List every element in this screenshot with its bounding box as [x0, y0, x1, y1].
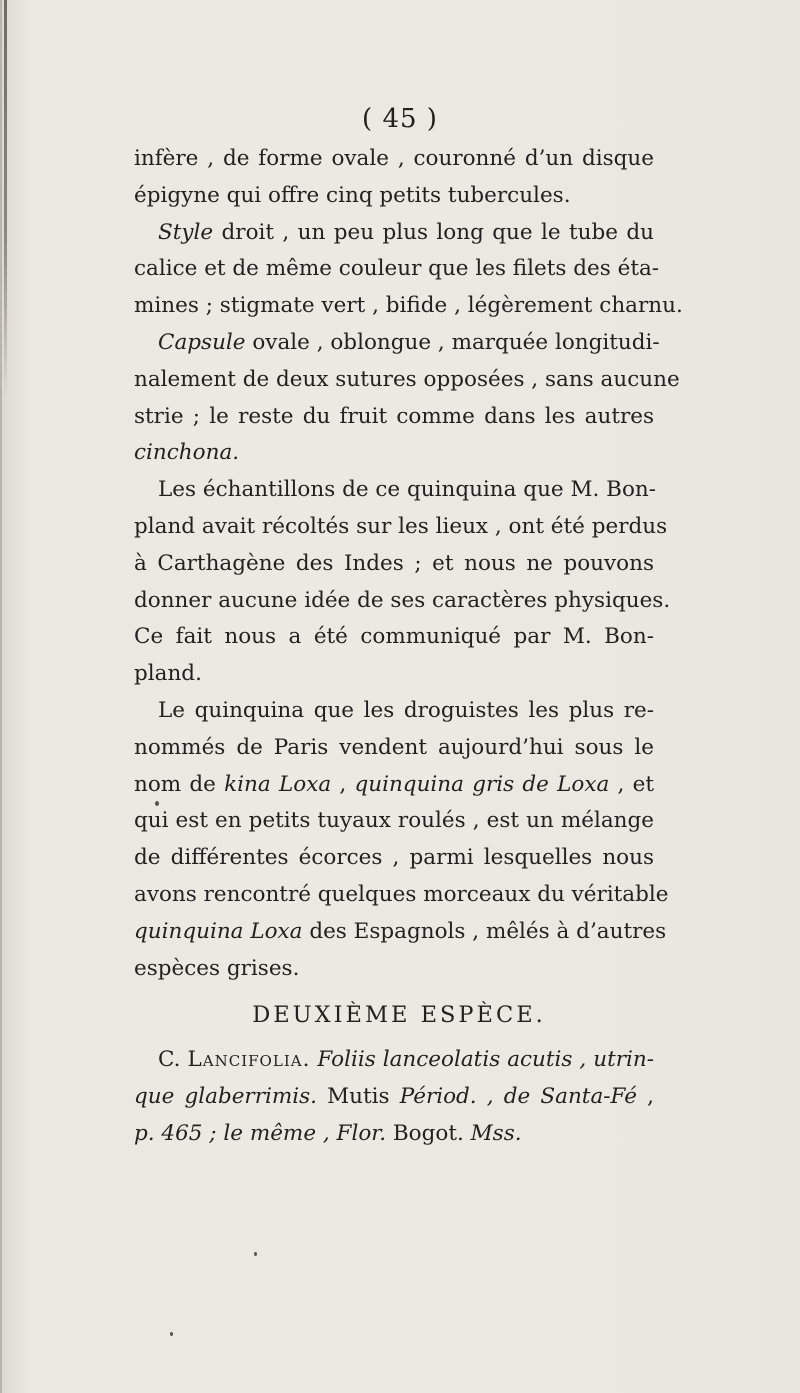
text-span: nom de: [134, 771, 225, 797]
text-span: ,: [331, 771, 355, 797]
text-line: espèces grises.: [134, 955, 300, 981]
text-line: de différentes écorces , parmi lesquelles nous: [134, 845, 654, 871]
text-line: nommés de Paris vendent aujourd’hui sous le: [134, 734, 654, 760]
page-edge: [0, 0, 2, 1393]
text-span: des Espagnols , mêlés à d’autres: [302, 918, 667, 944]
text-line: Les échantillons de ce quinquina que M. Bon-: [158, 477, 657, 503]
species-diagnosis: que glaberrimis.: [134, 1083, 317, 1109]
text-line: épigyne qui offre cinq petits tubercules.: [134, 182, 571, 208]
term-quinquina-loxa: quinquina Loxa: [134, 918, 303, 944]
term-capsule: Capsule: [158, 329, 246, 355]
text-span: ovale , oblongue , marquée longitudi-: [245, 329, 660, 355]
section-heading: DEUXIÈME ESPÈCE.: [252, 1002, 546, 1029]
text-line: nalement de deux sutures opposées , sans aucune: [134, 366, 680, 392]
species-author: Mutis: [317, 1083, 400, 1109]
paper-speck: [170, 1332, 173, 1336]
page-body: [134, 141, 683, 1153]
text-line: Le quinquina que les droguistes les plus re-: [158, 697, 654, 723]
text-line: [134, 914, 667, 951]
text-line: [134, 215, 654, 252]
term-kina-loxa: kina Loxa: [224, 771, 332, 797]
text-line: [134, 767, 654, 804]
text-line: avons rencontré quelques morceaux du véritable: [134, 881, 669, 907]
species-entry-line: [134, 1116, 654, 1153]
text-line: infère , de forme ovale , couronné d’un disque: [134, 146, 654, 171]
paper-speck: [254, 1252, 257, 1256]
text-line: pland avait récoltés sur les lieux , ont été perdus: [134, 513, 668, 539]
species-letter: C.: [158, 1047, 181, 1073]
text-line: Ce fait nous a été communiqué par M. Bon-: [134, 624, 654, 650]
text-line: pland.: [134, 661, 202, 687]
page-number: ( 45 ): [362, 104, 438, 134]
text-span: droit , un peu plus long que le tube du: [213, 219, 654, 245]
paper-speck: [155, 801, 159, 806]
text-line: cinchona.: [134, 440, 240, 466]
species-page: p. 465 ; le même ,: [134, 1120, 337, 1146]
text-line: calice et de même couleur que les filets des éta-: [134, 256, 660, 282]
text-span: , et: [609, 771, 654, 797]
term-quinquina-gris: quinquina gris de Loxa: [354, 771, 610, 797]
species-entry-line: [134, 1042, 654, 1079]
species-entry-line: [134, 1079, 654, 1116]
species-diagnosis: Foliis lanceolatis acutis , utrin-: [317, 1047, 654, 1073]
species-name: Lancifolia.: [187, 1047, 311, 1073]
species-mss: Mss.: [470, 1120, 522, 1146]
text-line: [134, 325, 660, 362]
text-line: donner aucune idée de ses caractères physiques.: [134, 587, 671, 613]
text-line: mines ; stigmate vert , bifide , légèrement charnu.: [134, 293, 683, 319]
species-flor: Flor.: [336, 1120, 387, 1146]
text-span: ,: [637, 1083, 654, 1109]
term-style: Style: [158, 219, 214, 245]
text-line: strie ; le reste du fruit comme dans les autres: [134, 403, 654, 429]
text-line: à Carthagène des Indes ; et nous ne pouvons: [134, 550, 654, 576]
page-edge-shadow: [4, 0, 7, 400]
species-bogot: Bogot.: [386, 1120, 471, 1146]
species-reference: Périod. , de Santa-Fé: [399, 1083, 637, 1109]
text-line: qui est en petits tuyaux roulés , est un mélange: [134, 808, 654, 834]
